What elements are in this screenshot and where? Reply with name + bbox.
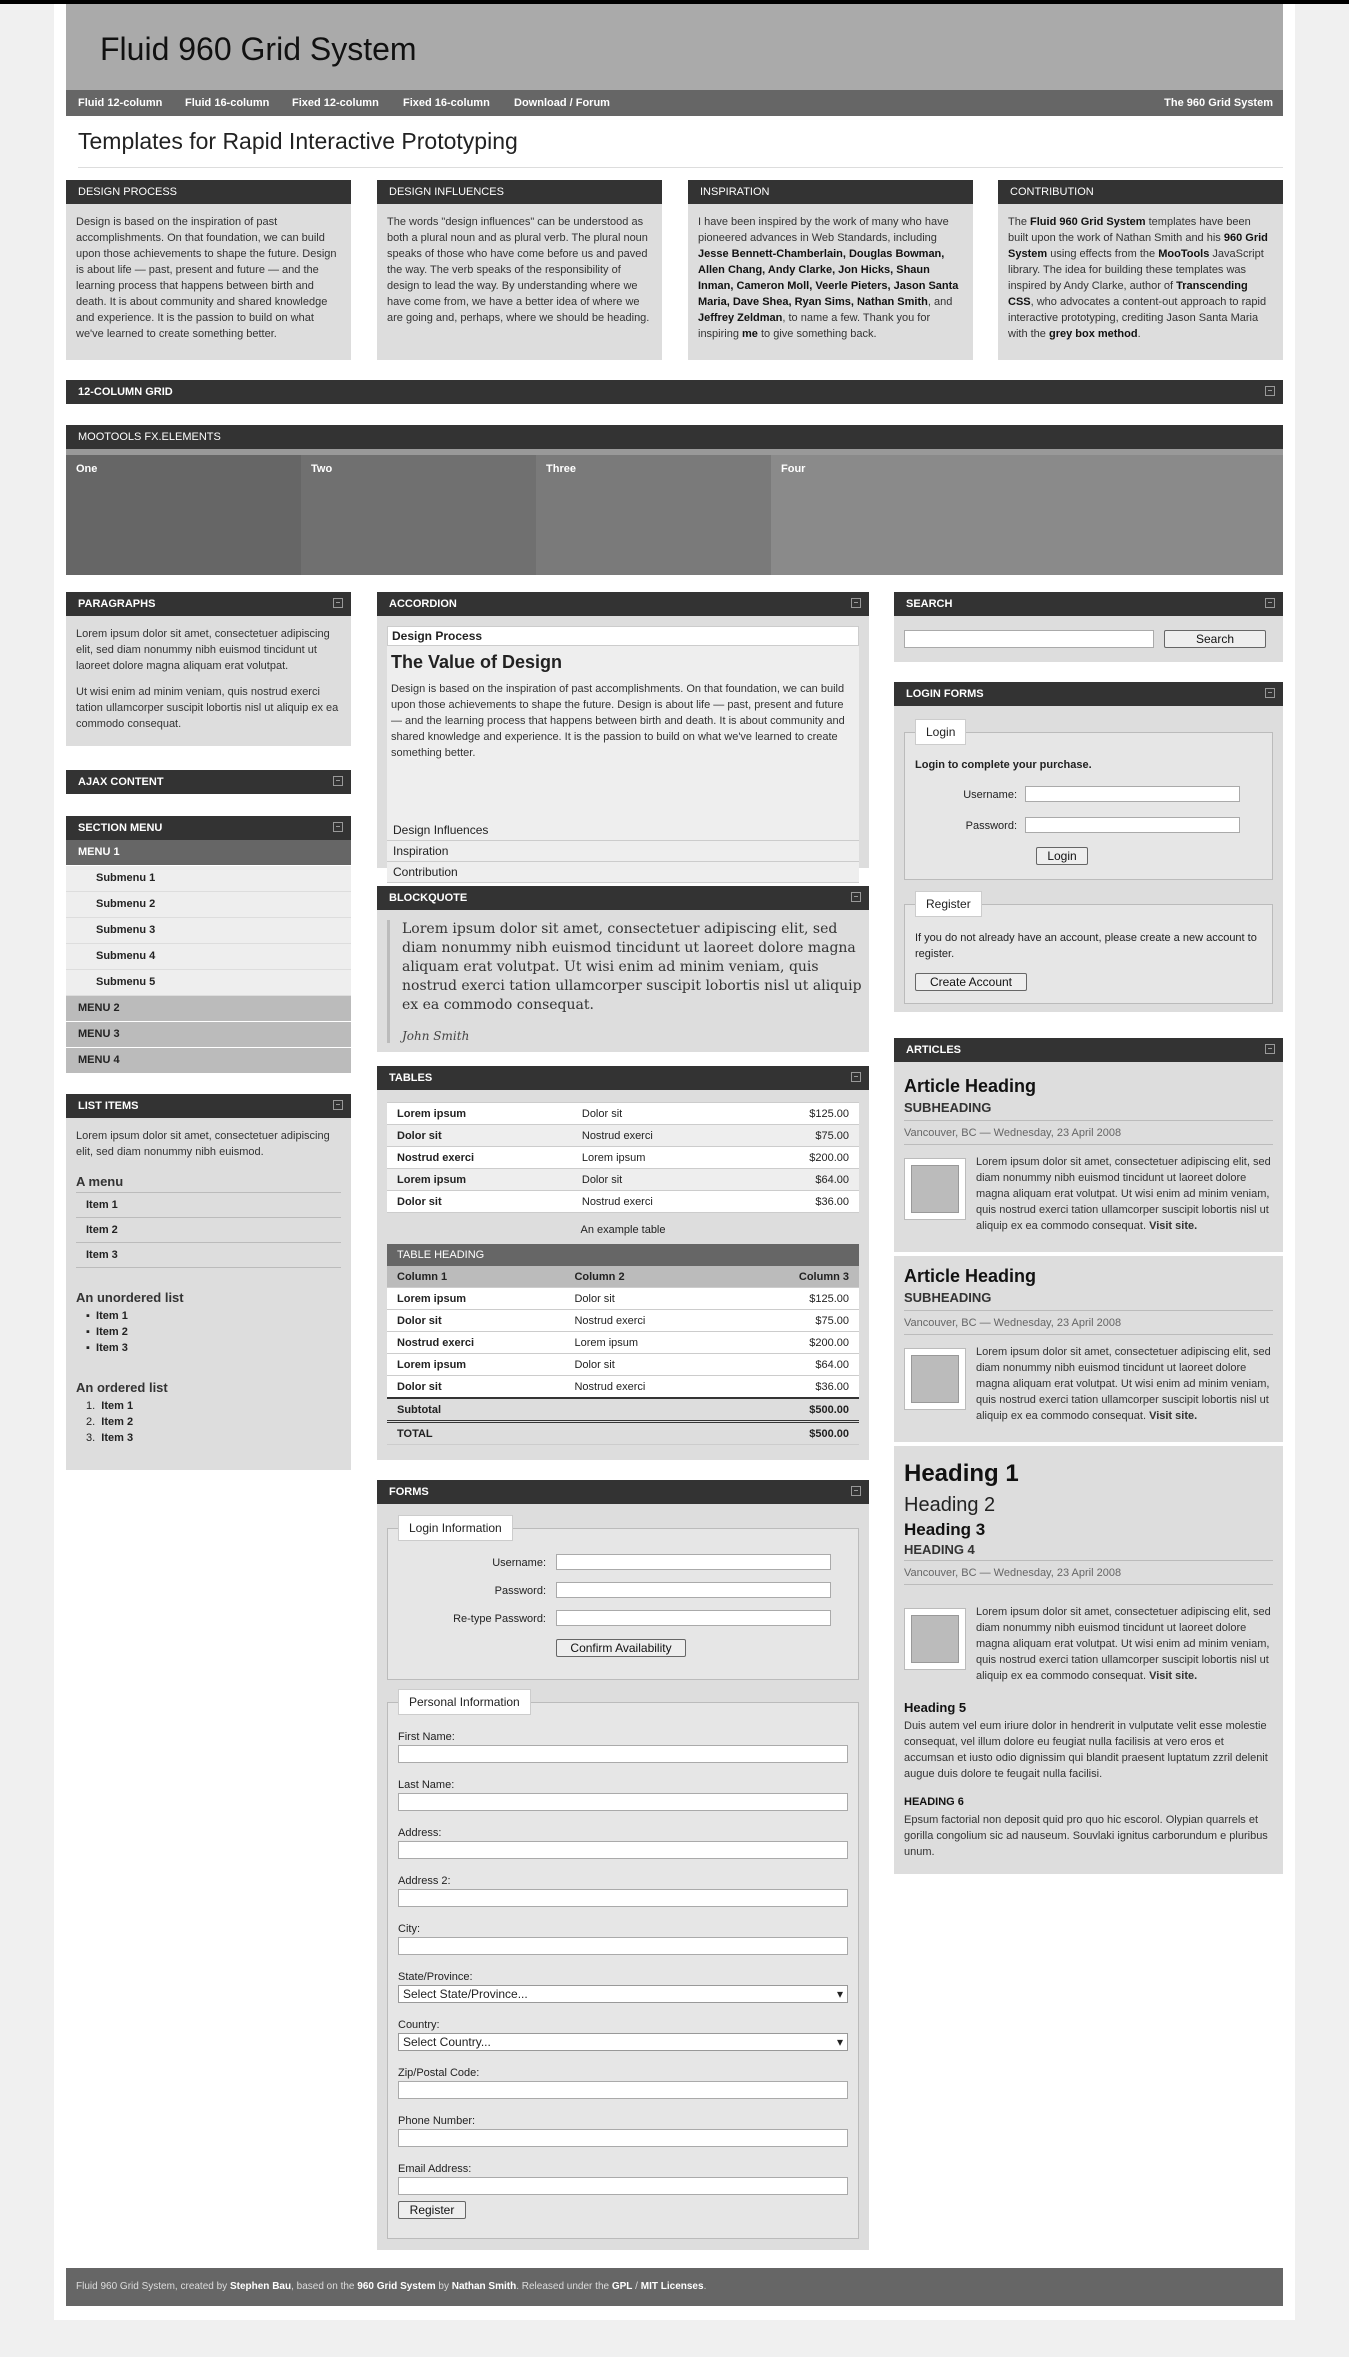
box-title: MOOTOOLS FX.ELEMENTS — [66, 425, 1283, 449]
table-cell: Lorem ipsum — [387, 1103, 572, 1125]
fx-panel-one[interactable] — [66, 455, 301, 575]
box-text — [998, 204, 1283, 352]
nav-fluid-12[interactable]: Fluid 12-column — [78, 97, 163, 109]
example-table — [387, 1102, 859, 1213]
text: , and — [927, 296, 953, 308]
menu-1[interactable]: MENU 1 — [66, 840, 351, 866]
box-title: AJAX CONTENT — [66, 770, 351, 794]
forms-box — [377, 1480, 869, 2250]
text: I have been inspired by the work of many who have pioneered advances in Web Standards, including — [698, 216, 949, 244]
page — [54, 4, 1295, 2320]
login-fieldset — [387, 1521, 859, 1680]
box-title: ACCORDION — [377, 592, 869, 616]
list-item — [86, 1324, 128, 1340]
article-meta: Vancouver, BC — Wednesday, 23 April 2008 — [904, 1127, 1122, 1139]
article-text — [976, 1154, 1271, 1234]
field-label: Email Address: — [398, 2163, 472, 2175]
field-label: Address 2: — [398, 1875, 451, 1887]
nav-fixed-12[interactable]: Fixed 12-column — [292, 97, 379, 109]
login-fieldset — [904, 725, 1273, 880]
box-title: ARTICLES — [894, 1038, 1283, 1062]
submenu-5[interactable]: Submenu 5 — [66, 970, 351, 996]
divider — [904, 1334, 1273, 1335]
field-label: City: — [398, 1923, 420, 1935]
list-items-box — [66, 1094, 351, 1470]
content-wrap — [66, 4, 1283, 2217]
total-label: TOTAL — [387, 1422, 564, 1445]
table-cell: Dolor sit — [387, 1376, 564, 1399]
text: Fluid 960 Grid System, created by — [76, 2281, 230, 2292]
header-row — [387, 1266, 859, 1288]
ajax-content-box — [66, 770, 351, 794]
login-button[interactable]: Login — [1036, 847, 1088, 865]
table-cell: Lorem ipsum — [564, 1332, 730, 1354]
table-cell: Lorem ipsum — [387, 1354, 564, 1376]
panel-text: Design is based on the inspiration of past accomplishments. On that foundation, we can build upon those achievements to shape the future. Design is about life — past, present and future — and the learning process that happens between birth and death. It is about community and shared knowledge and experience. It is the passion to build on what we've learned to create something better. — [391, 683, 845, 759]
toggle-icon[interactable] — [333, 1100, 343, 1110]
panel-label: Two — [311, 463, 333, 475]
fx-panel-four[interactable] — [771, 455, 1283, 575]
table-row — [387, 1191, 859, 1213]
password-input[interactable] — [1025, 817, 1240, 833]
bullet-icon: ▪ — [86, 1342, 97, 1354]
site-title: Fluid 960 Grid System — [100, 31, 417, 67]
text-input[interactable] — [398, 1793, 848, 1811]
submenu-2[interactable]: Submenu 2 — [66, 892, 351, 918]
text: by — [435, 2281, 452, 2292]
username-label: Username: — [492, 1557, 546, 1569]
text: to give something back. — [757, 328, 877, 340]
search-input[interactable] — [904, 630, 1154, 648]
article-heading: Article Heading — [904, 1266, 1037, 1286]
table-cell: $75.00 — [745, 1125, 859, 1147]
text: . Released under the — [516, 2281, 612, 2292]
text: Lorem ipsum dolor sit amet, consectetuer adipiscing elit, sed diam nonummy nibh euismod tincidunt ut laoreet dolore magna aliquam erat volutpat. Ut wisi enim ad minim veniam, quis nostrud exerci tation ullamcorper suscipit lobortis nisl ut aliquip ex ea commodo consequat. — [976, 1606, 1271, 1682]
accordion-toggle-contribution[interactable]: Contribution — [387, 862, 859, 883]
retype-password-label: Re-type Password: — [453, 1613, 546, 1625]
table-cell: $36.00 — [745, 1191, 859, 1213]
box-title: PARAGRAPHS — [66, 592, 351, 616]
table-cell: Lorem ipsum — [387, 1288, 564, 1310]
text-input[interactable] — [398, 1841, 848, 1859]
table-cell: $125.00 — [745, 1103, 859, 1125]
register-fieldset — [904, 897, 1273, 1004]
table-cell: $200.00 — [731, 1332, 859, 1354]
menu-item[interactable]: Item 1 — [76, 1193, 341, 1218]
box-title: 12-COLUMN GRID — [66, 380, 1283, 404]
text: templates have been built upon the work of Nathan Smith and his — [1008, 216, 1251, 244]
total-value: $500.00 — [731, 1422, 859, 1445]
accordion-toggle-inspiration[interactable]: Inspiration — [387, 841, 859, 862]
text-input[interactable] — [398, 2081, 848, 2099]
search-box — [894, 592, 1283, 662]
table-heading: TABLE HEADING — [387, 1244, 859, 1266]
separator — [894, 1252, 1283, 1256]
panel-heading: The Value of Design — [391, 652, 563, 672]
item-text: Item 2 — [101, 1416, 134, 1428]
box-title: TABLES — [377, 1066, 869, 1090]
table-row — [387, 1147, 859, 1169]
box-title: LIST ITEMS — [66, 1094, 351, 1118]
box-title: BLOCKQUOTE — [377, 886, 869, 910]
text-input[interactable] — [398, 1745, 848, 1763]
column-header: Column 2 — [564, 1266, 730, 1288]
toggle-icon[interactable] — [851, 892, 861, 902]
table-caption: An example table — [580, 1224, 666, 1236]
box-title: SECTION MENU — [66, 816, 351, 840]
design-process-box — [66, 180, 351, 360]
list-item — [86, 1308, 128, 1324]
link[interactable]: Nathan Smith — [451, 2281, 517, 2292]
divider — [904, 1310, 1273, 1311]
intro-text: Lorem ipsum dolor sit amet, consectetuer adipiscing elit, sed diam nonummy nibh euismod. — [76, 1130, 330, 1158]
table-body — [387, 1288, 859, 1399]
text-input[interactable] — [398, 1889, 848, 1907]
text: , who advocates a content-out approach to rapid interactive prototyping, crediting Jason Santa Maria with the — [1008, 296, 1267, 340]
link[interactable]: MooTools — [1158, 248, 1210, 260]
column-header: Column 3 — [731, 1266, 859, 1288]
table-row — [387, 1103, 859, 1125]
text: / — [632, 2281, 641, 2292]
article-subheading: SUBHEADING — [904, 1290, 992, 1305]
menu-item[interactable]: Item 3 — [76, 1243, 341, 1268]
heading-3: Heading 3 — [904, 1520, 986, 1539]
text: Lorem ipsum dolor sit amet, consectetuer adipiscing elit, sed diam nonummy nibh euismod tincidunt ut laoreet dolore magna aliquam erat volutpat. Ut wisi enim ad minim veniam, quis nostrud exerci tation ullamcorper suscipit lobortis nisl ut aliquip ex ea commodo consequat. — [976, 1156, 1271, 1232]
text: JavaScript library. The idea for building these templates was inspired by Andy Clarke, author of — [1008, 248, 1264, 292]
contribution-box — [998, 180, 1283, 360]
table-cell: Nostrud exerci — [572, 1191, 745, 1213]
username-label: Username: — [963, 789, 1017, 801]
state-select[interactable]: Select State/Province... ▾ — [398, 1985, 848, 2003]
table-row — [387, 1310, 859, 1332]
article-meta: Vancouver, BC — Wednesday, 23 April 2008 — [904, 1317, 1122, 1329]
table-cell: Nostrud exerci — [564, 1310, 730, 1332]
visit-site-link[interactable]: Visit site. — [1149, 1220, 1198, 1232]
menu-3[interactable]: MENU 3 — [66, 1022, 351, 1048]
paragraph: Ut wisi enim ad minim veniam, quis nostrud exerci tation ullamcorper suscipit lobortis nisl ut aliquip ex ea commodo consequat. — [76, 686, 339, 730]
list-item: 3. Item 3 — [86, 1432, 134, 1444]
toggle-icon[interactable] — [851, 598, 861, 608]
table-cell: Dolor sit — [387, 1125, 572, 1147]
table-cell: Nostrud exerci — [572, 1125, 745, 1147]
visit-site-link[interactable]: Visit site. — [1149, 1670, 1198, 1682]
data-table — [387, 1266, 859, 1445]
panel-label: One — [76, 463, 98, 475]
item-text: Item 1 — [96, 1310, 128, 1322]
names: Jesse Bennett-Chamberlain, Douglas Bowman, Allen Chang, Andy Clarke, Jon Hicks, Shaun Inman, Cameron Moll, Veerle Pieters, Jason Santa Maria, Dave Shea, Ryan Sims, Nathan Smith — [698, 248, 959, 308]
text: Lorem ipsum dolor sit amet, consectetuer adipiscing elit, sed diam nonummy nibh euismod tincidunt ut laoreet dolore magna aliquam erat volutpat. Ut wisi enim ad minim veniam, quis nostrud exerci tation ullamcorper suscipit lobortis nisl ut aliquip ex ea commodo consequat. — [976, 1346, 1271, 1422]
toggle-icon[interactable] — [851, 1486, 861, 1496]
menu-2[interactable]: MENU 2 — [66, 996, 351, 1022]
box-title: DESIGN INFLUENCES — [377, 180, 662, 204]
site-header — [66, 4, 1283, 90]
list-item: 2. Item 2 — [86, 1416, 134, 1428]
link[interactable]: Transcending CSS — [1008, 280, 1248, 308]
item-text: Item 2 — [96, 1326, 128, 1338]
box-title: SEARCH — [894, 592, 1283, 616]
fieldset-legend: Personal Information — [398, 1689, 531, 1715]
item-text: Item 1 — [101, 1400, 134, 1412]
divider — [904, 1144, 1273, 1145]
subtotal-label: Subtotal — [387, 1398, 564, 1422]
nav-download-forum[interactable]: Download / Forum — [514, 97, 610, 109]
me-link[interactable]: me — [742, 328, 758, 340]
text-input[interactable] — [398, 2177, 848, 2195]
table-cell: Lorem ipsum — [572, 1147, 745, 1169]
table-body — [387, 1103, 859, 1213]
password-label: Password: — [494, 1585, 546, 1597]
section-menu-box — [66, 816, 351, 1072]
text: . — [703, 2281, 707, 2292]
text-input[interactable] — [398, 2129, 848, 2147]
toggle-icon[interactable] — [851, 1072, 861, 1082]
heading-2: Heading 2 — [904, 1494, 996, 1516]
toggle-icon[interactable] — [333, 822, 343, 832]
nav-960-grid-system[interactable]: The 960 Grid System — [1164, 97, 1273, 109]
ordered-list — [86, 1398, 133, 1446]
toggle-icon[interactable] — [1265, 598, 1275, 608]
retype-password-input[interactable] — [556, 1610, 831, 1626]
article-heading: Article Heading — [904, 1076, 1037, 1096]
articles-box — [894, 1038, 1283, 1874]
box-text — [688, 204, 973, 352]
page-tagline: Templates for Rapid Interactive Prototyping — [78, 128, 518, 154]
divider — [904, 1584, 1273, 1585]
nav-fixed-16[interactable]: Fixed 16-column — [403, 97, 490, 109]
submenu-1[interactable]: Submenu 1 — [66, 866, 351, 892]
design-influences-box — [377, 180, 662, 360]
menu-list — [76, 1192, 341, 1268]
article-text — [976, 1604, 1271, 1684]
heading-6: HEADING 6 — [904, 1796, 964, 1808]
table-cell: $125.00 — [731, 1288, 859, 1310]
field-label: State/Province: — [398, 1971, 473, 1983]
login-instruction: Login to complete your purchase. — [915, 759, 1092, 771]
bullet-icon: ▪ — [86, 1310, 97, 1322]
password-label: Password: — [965, 820, 1017, 832]
main-nav — [66, 90, 1283, 116]
visit-site-link[interactable]: Visit site. — [1149, 1410, 1198, 1422]
link[interactable]: GPL — [611, 2281, 633, 2292]
table-cell: Dolor sit — [572, 1169, 745, 1191]
list-item: 1. Item 1 — [86, 1400, 134, 1412]
field-label: First Name: — [398, 1731, 455, 1743]
fx-panel-three[interactable] — [536, 455, 771, 575]
toggle-icon[interactable] — [1265, 386, 1275, 396]
bullet-icon: ▪ — [86, 1326, 97, 1338]
paragraphs-box — [66, 592, 351, 746]
create-account-button[interactable]: Create Account — [915, 973, 1027, 991]
article-thumbnail[interactable] — [904, 1348, 966, 1410]
name: Jeffrey Zeldman — [698, 312, 783, 324]
personal-fieldset — [387, 1695, 859, 2239]
fx-elements-box — [66, 425, 1283, 575]
box-title: FORMS — [377, 1480, 869, 1504]
table-cell: $36.00 — [731, 1376, 859, 1399]
heading-6-text: Epsum factorial non deposit quid pro quo hic escorol. Olypian quarrels et gorilla congolium sic ad nauseum. Souvlaki ignitus carborundum e pluribus unum. — [904, 1814, 1268, 1858]
table-row — [387, 1332, 859, 1354]
blockquote — [387, 920, 862, 1043]
link[interactable]: 960 Grid System — [1008, 232, 1268, 260]
accordion-toggle-design-process[interactable]: Design Process — [387, 626, 859, 646]
article-text — [976, 1344, 1271, 1424]
table-cell: Dolor sit — [564, 1288, 730, 1310]
fieldset-legend: Login — [915, 719, 966, 745]
separator — [894, 1442, 1283, 1446]
table-cell: $200.00 — [745, 1147, 859, 1169]
submenu-4[interactable]: Submenu 4 — [66, 944, 351, 970]
link[interactable]: Stephen Bau — [229, 2281, 292, 2292]
field-label: Zip/Postal Code: — [398, 2067, 480, 2079]
table-row — [387, 1354, 859, 1376]
table-cell: Dolor sit — [572, 1103, 745, 1125]
table-row — [387, 1376, 859, 1399]
subtotal-value: $500.00 — [731, 1398, 859, 1422]
box-text: Design is based on the inspiration of past accomplishments. On that foundation, we can build upon those achievements to shape the future. Design is about life — past, present and future — and the learning process that happens between birth and death. It is about community and shared knowledge and experience. It is the passion to build on what we've learned to create something better. — [76, 216, 337, 340]
accordion-panel — [387, 646, 859, 820]
table-cell: Dolor sit — [564, 1354, 730, 1376]
text: , based on the — [291, 2281, 358, 2292]
empty-cell — [564, 1422, 730, 1445]
article-thumbnail[interactable] — [904, 1608, 966, 1670]
ordered-heading: An ordered list — [76, 1380, 168, 1395]
table-row — [387, 1125, 859, 1147]
table-cell: Nostrud exerci — [564, 1376, 730, 1399]
field-label: Last Name: — [398, 1779, 455, 1791]
text: , to name a few. Thank you for inspiring — [698, 312, 931, 340]
quote-text: Lorem ipsum dolor sit amet, consectetuer adipiscing elit, sed diam nonummy nibh euismod tincidunt ut laoreet dolore magna aliquam erat volutpat. Ut wisi enim ad minim veniam, quis nostrud exerci tation ullamcorper suscipit lobortis nisl ut aliquip ex ea commodo consequat. — [402, 921, 862, 1013]
text: . — [1137, 328, 1141, 340]
confirm-availability-button[interactable]: Confirm Availability — [556, 1639, 686, 1657]
text: using effects from the — [1047, 248, 1159, 260]
fieldset-legend: Register — [915, 891, 982, 917]
box-title: CONTRIBUTION — [998, 180, 1283, 204]
total-row — [387, 1422, 859, 1445]
column-header: Column 1 — [387, 1266, 564, 1288]
submenu-3[interactable]: Submenu 3 — [66, 918, 351, 944]
panel-label: Four — [781, 463, 806, 475]
field-label: Country: — [398, 2019, 440, 2031]
table-cell: Dolor sit — [387, 1191, 572, 1213]
site-footer — [66, 2268, 1283, 2306]
search-button[interactable]: Search — [1164, 630, 1266, 648]
username-input[interactable] — [1025, 786, 1240, 802]
table-cell: Dolor sit — [387, 1310, 564, 1332]
link[interactable]: MIT Licenses — [640, 2281, 704, 2292]
heading-4: HEADING 4 — [904, 1542, 975, 1557]
toggle-icon[interactable] — [1265, 1044, 1275, 1054]
text-input[interactable] — [398, 1937, 848, 1955]
table-cell: Nostrud exerci — [387, 1147, 572, 1169]
accordion-box — [377, 592, 869, 879]
toggle-icon[interactable] — [333, 776, 343, 786]
menu-item[interactable]: Item 2 — [76, 1218, 341, 1243]
link[interactable]: 960 Grid System — [357, 2281, 436, 2292]
divider — [904, 1560, 1273, 1561]
login-forms-box — [894, 682, 1283, 1012]
subtotal-row — [387, 1398, 859, 1422]
unordered-list — [86, 1308, 128, 1356]
table-cell: Nostrud exerci — [387, 1332, 564, 1354]
fx-panel-two[interactable] — [301, 455, 536, 575]
paragraph: Lorem ipsum dolor sit amet, consectetuer adipiscing elit, sed diam nonummy nibh euismod tincidunt ut laoreet dolore magna aliquam erat volutpat. — [76, 628, 330, 672]
article-thumbnail[interactable] — [904, 1158, 966, 1220]
article-meta: Vancouver, BC — Wednesday, 23 April 2008 — [904, 1567, 1122, 1579]
empty-cell — [564, 1398, 730, 1422]
text: The — [1008, 216, 1031, 228]
inspiration-box — [688, 180, 973, 360]
heading-1: Heading 1 — [904, 1460, 1019, 1487]
heading-5: Heading 5 — [904, 1700, 967, 1715]
divider — [78, 167, 1283, 168]
toggle-icon[interactable] — [1265, 688, 1275, 698]
unordered-heading: An unordered list — [76, 1290, 184, 1305]
table-row — [387, 1288, 859, 1310]
link[interactable]: grey box method — [1048, 328, 1138, 340]
article-subheading: SUBHEADING — [904, 1100, 992, 1115]
country-select[interactable]: Select Country... ▾ — [398, 2033, 848, 2051]
menu-4[interactable]: MENU 4 — [66, 1048, 351, 1074]
link[interactable]: Fluid 960 Grid System — [1030, 216, 1146, 228]
blockquote-box — [377, 886, 869, 1052]
nav-fluid-16[interactable]: Fluid 16-column — [185, 97, 270, 109]
box-title: DESIGN PROCESS — [66, 180, 351, 204]
accordion — [387, 626, 859, 883]
box-text: The words "design influences" can be understood as both a plural noun and as plural verb. The plural noun speaks of those who have come before us and paved the way. The verb speaks of the responsibility of design to lead the way. By understanding where we have come from, we have a better idea of where we are going and, perhaps, where we should be heading. — [387, 216, 650, 324]
field-label: Address: — [398, 1827, 442, 1839]
field-label: Phone Number: — [398, 2115, 476, 2127]
tables-box — [377, 1066, 869, 1460]
grid-12-box — [66, 380, 1283, 404]
box-title: LOGIN FORMS — [894, 682, 1283, 706]
table-cell: $64.00 — [731, 1354, 859, 1376]
fieldset-legend: Login Information — [398, 1515, 513, 1541]
item-text: Item 3 — [101, 1432, 134, 1444]
toggle-icon[interactable] — [333, 598, 343, 608]
quote-author: John Smith — [402, 1029, 470, 1043]
password-input[interactable] — [556, 1582, 831, 1598]
menu-heading: A menu — [76, 1174, 124, 1189]
item-text: Item 3 — [96, 1342, 128, 1354]
table-row — [387, 1169, 859, 1191]
list-item — [86, 1340, 128, 1356]
username-input[interactable] — [556, 1554, 831, 1570]
box-title: INSPIRATION — [688, 180, 973, 204]
heading-5-text: Duis autem vel eum iriure dolor in hendrerit in vulputate velit esse molestie consequat, vel illum dolore eu feugiat nulla facilisis at vero eros et accumsan et iusto odio dignissim qui blandit praesent luptatum zzril delenit augue duis dolore te feugait nulla facilisi. — [904, 1720, 1268, 1780]
divider — [904, 1120, 1273, 1121]
table-cell: $64.00 — [745, 1169, 859, 1191]
accordion-toggle-design-influences[interactable]: Design Influences — [387, 820, 859, 841]
panel-label: Three — [546, 463, 576, 475]
register-button[interactable]: Register — [398, 2201, 466, 2219]
table-cell: $75.00 — [731, 1310, 859, 1332]
register-text: If you do not already have an account, please create a new account to register. — [915, 932, 1257, 960]
table-cell: Lorem ipsum — [387, 1169, 572, 1191]
